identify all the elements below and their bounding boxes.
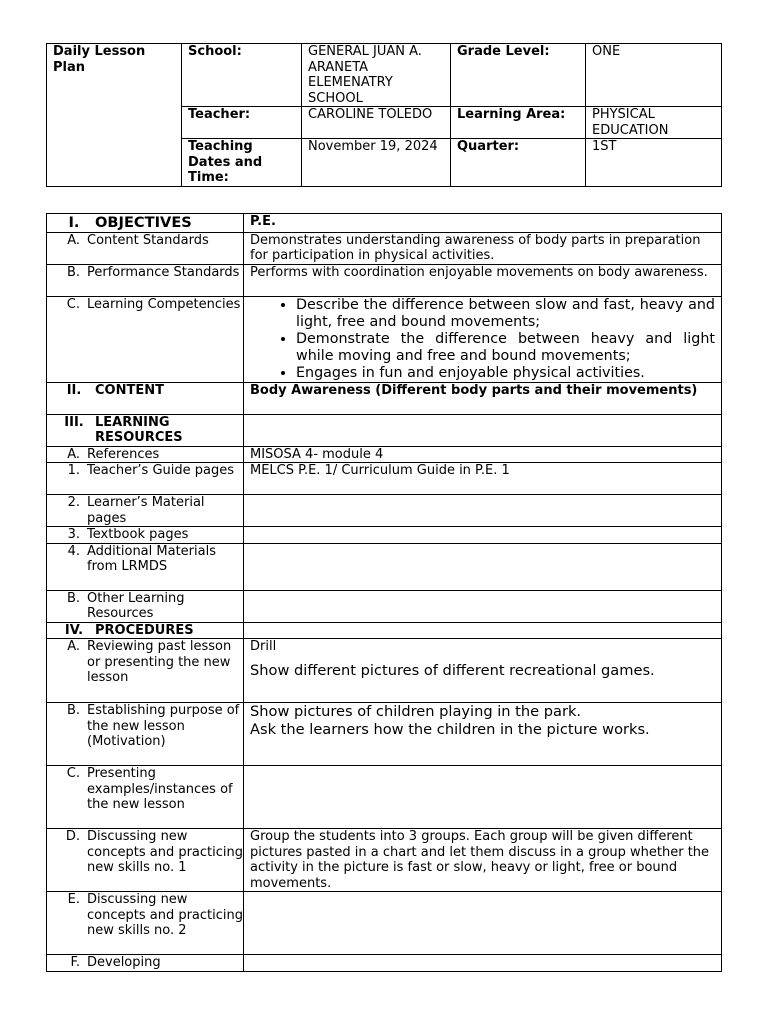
discussing-1-value: Group the students into 3 groups. Each group will be given different pictures pasted in a chart and let them discuss in a group whether the activity in the picture is fast or slow, heavy or light, free or bound movements. [244, 829, 722, 892]
school-label: School: [182, 44, 302, 107]
item-label: References [87, 446, 160, 462]
item-num: B. [66, 264, 80, 280]
section-num: II. [66, 382, 82, 398]
grade-value: ONE [586, 44, 722, 107]
item-num: 4. [67, 543, 80, 559]
textbook-row [47, 527, 722, 544]
competency-item: • Demonstrate the difference between heavy and light while moving and free and bound movements; [296, 331, 715, 365]
purpose-line-2: Ask the learners how the children in the picture works. [250, 720, 650, 738]
content-row [47, 382, 722, 414]
item-label: Textbook pages [87, 527, 189, 542]
additional-materials-row [47, 543, 722, 590]
item-num: B. [66, 590, 80, 606]
item-num: 3. [67, 527, 80, 542]
content-value: Body Awareness (Different body parts and their movements) [244, 382, 722, 414]
header-table [46, 43, 722, 187]
item-num: A. [67, 232, 80, 248]
area-label: Learning Area: [451, 107, 586, 139]
item-label: Presenting examples/instances of the new lesson [87, 766, 233, 812]
item-num: 2. [67, 495, 80, 510]
item-num: 1. [67, 463, 80, 478]
item-num: B. [66, 703, 80, 718]
item-label: Establishing purpose of the new lesson (Motivation) [87, 703, 240, 749]
objectives-row [47, 214, 722, 233]
performance-standards-value: Performs with coordination enjoyable movements on body awareness. [244, 264, 722, 296]
item-label: Developing [87, 955, 161, 970]
teacher-guide-value: MELCS P.E. 1/ Curriculum Guide in P.E. 1 [244, 463, 722, 495]
section-label: PROCEDURES [95, 622, 194, 638]
procedures-row [47, 622, 722, 639]
section-num: IV. [64, 622, 84, 638]
textbook-value [244, 527, 722, 544]
purpose-line-1: Show pictures of children playing in the park. [250, 703, 582, 720]
discussing-2-value [244, 892, 722, 955]
competencies-row [47, 296, 722, 382]
item-label: Discussing new concepts and practicing new skills no. 1 [87, 829, 243, 875]
item-label: Discussing new concepts and practicing new skills no. 2 [87, 892, 243, 938]
other-resources-row [47, 590, 722, 622]
quarter-label: Quarter: [451, 139, 586, 187]
dates-value: November 19, 2024 [302, 139, 451, 187]
review-row [47, 639, 722, 703]
item-label: Performance Standards [87, 264, 240, 280]
section-label: CONTENT [95, 382, 164, 398]
references-value: MISOSA 4- module 4 [244, 446, 722, 463]
dates-label: Teaching Dates and Time: [182, 139, 302, 187]
section-label: OBJECTIVES [95, 214, 192, 231]
item-num: A. [67, 446, 80, 462]
item-num: C. [66, 766, 80, 781]
item-label: Content Standards [87, 232, 209, 248]
learner-material-row [47, 495, 722, 527]
section-num: I. [68, 214, 80, 231]
competency-item: • Engages in fun and enjoyable physical activities. [296, 365, 715, 382]
item-label: Learning Competencies [87, 296, 241, 312]
teacher-value: CAROLINE TOLEDO [302, 107, 451, 139]
other-resources-value [244, 590, 722, 622]
item-num: E. [67, 892, 80, 907]
item-num: D. [65, 829, 80, 844]
quarter-value: 1ST [586, 139, 722, 187]
doc-title: Daily Lesson Plan [47, 44, 182, 187]
content-standards-row [47, 232, 722, 264]
review-line-2: Show different pictures of different recreational games. [250, 661, 655, 679]
item-num: A. [67, 639, 80, 654]
section-label: LEARNING RESOURCES [95, 414, 183, 445]
performance-standards-row [47, 264, 722, 296]
references-row [47, 446, 722, 463]
subject-value: P.E. [244, 214, 722, 233]
area-value: PHYSICAL EDUCATION [586, 107, 722, 139]
learner-material-value [244, 495, 722, 527]
presenting-value [244, 766, 722, 829]
item-num: C. [66, 296, 80, 312]
content-standards-value: Demonstrates understanding awareness of body parts in preparation for participation in physical activities. [244, 232, 722, 264]
item-label: Teacher’s Guide pages [87, 463, 235, 478]
grade-label: Grade Level: [451, 44, 586, 107]
item-label: Other Learning Resources [87, 590, 185, 621]
discussing-1-row [47, 829, 722, 892]
purpose-row [47, 703, 722, 766]
teacher-label: Teacher: [182, 107, 302, 139]
teacher-guide-row [47, 463, 722, 495]
resources-value [244, 414, 722, 446]
school-value: GENERAL JUAN A. ARANETA ELEMENATRY SCHOOL [302, 44, 451, 107]
item-label: Learner’s Material pages [87, 495, 205, 526]
competencies-list [250, 297, 715, 382]
presenting-row [47, 766, 722, 829]
developing-value [244, 955, 722, 972]
lesson-plan-table [46, 213, 722, 972]
procedures-value [244, 622, 722, 639]
item-label: Reviewing past lesson or presenting the new lesson [87, 639, 232, 685]
item-label: Additional Materials from LRMDS [87, 543, 216, 574]
additional-materials-value [244, 543, 722, 590]
competency-item: • Describe the difference between slow and fast, heavy and light, free and bound movements; [296, 297, 715, 331]
section-num: III. [64, 414, 84, 430]
resources-row [47, 414, 722, 446]
discussing-2-row [47, 892, 722, 955]
item-num: F. [70, 955, 80, 970]
review-line-1: Drill [250, 639, 277, 654]
developing-row [47, 955, 722, 972]
